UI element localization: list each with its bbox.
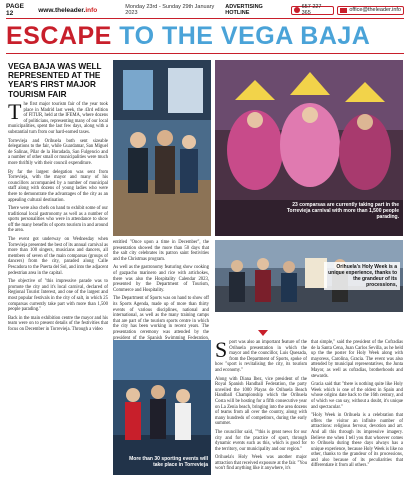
section-title-word1: ESCAPE xyxy=(6,21,112,50)
section-masthead xyxy=(6,18,404,54)
section-title xyxy=(6,22,370,51)
caption-carnival: 23 comparsas are currently taking part in the Torrevieja carnival with more than 1,500 people parading. xyxy=(286,202,399,220)
paragraph: The Department of Sports was on hand to show off its Sports Agenda, made up of more than thirty events of various disciplines, national and international, as well as the many training camps that are part of the tourism sports centre in which the city has been working in recent years. The presentation ceremony was attended by the president of the Spanish Swimming Federation, xyxy=(113,296,209,341)
site-url-ext: info xyxy=(85,6,98,14)
caption-sports: More than 30 sporting events will take place in Torrevieja xyxy=(129,456,208,468)
paragraph: Gracia said that "there is nothing quite like Holy Week which is one of the oldest in Spain and whose origins date back to the 16th century, and of which we can say, without a doubt, it's unique and spectacular." xyxy=(311,382,403,410)
paragraph-text: he first major tourism fair of the year took place in Madrid last week, the 43rd edition of FITUR, held at the IFEMA, where dozens of politicians, representing many of our local municipalities, spent the last few days, along with a substantial turn from our hard-earned taxes. xyxy=(8,102,108,135)
photo-fair-stand-image xyxy=(113,60,211,236)
article-column-2 xyxy=(113,240,209,350)
paragraph: "Holy Week in Orihuela is a celebration that offers the visitor an infinite number of attractions: religious fervour, devotion and art. And all this through its impressive imagery. Believe me when I tell you that whoever comes to Orihuela during these days always has a unique experience, because Holy Week is like no other, thanks to the grandeur of its processions, and also because of its peculiarities that differentiate it from all others." xyxy=(311,413,403,469)
paragraph: entitled "Once upon a time in December", the presentation showed the more than 50 days that the salt city celebrates its patron saint festivities and the Christmas program. xyxy=(113,240,209,262)
paragraph: Along with Diana Ibez, vice president of the Royal Spanish Handball Federation, the party unveiled the 1000 Playas de Orihuela Beach Handball Championship which the Orihuela Costa will be hosting for a fifth consecutive year on La Zenia beach, bringing into the area dozens of teams from all over the country, along with many hundreds of competitors, during the early summer. xyxy=(215,376,307,427)
paragraph xyxy=(215,337,307,374)
drop-cap-s: S xyxy=(215,337,228,362)
photo-carnival xyxy=(215,60,403,236)
paragraph: By far the largest delegation was sent from Torrevieja, with the mayor and many of his councillors accompanied by a number of municipal staff along with dozens of young ladies who were there to demonstrate the advantages of the city as an appealing cultural destination. xyxy=(8,169,108,203)
paragraph: The event got underway on Wednesday when Torrevieja presented the best of its annual carnival as more than 100 singers, musicians and dancers, all members of seven of the main comparsas (groups of dancers) from the city, paraded along Calle Pescadora to the Puerta del Sol, and into the adjacent pedestrian area in the capital. xyxy=(8,237,108,276)
paragraph xyxy=(8,99,108,136)
paragraph-text: port was also an important feature of the Orihuela presentation in which the mayor and the councillor, Luis Quesada, from the Department of Sports, spoke of how "sport is revitalising the city, its tourism and economy." xyxy=(215,340,307,373)
article-column-4 xyxy=(311,340,403,472)
article-headline: VEGA BAJA WAS WELL REPRESENTED AT THE YEAR'S FIRST MAJOR TOURISM FAIR xyxy=(8,62,102,99)
photo-sports-image xyxy=(113,340,211,475)
photo-fair-stand xyxy=(113,60,211,236)
email-badge[interactable] xyxy=(337,6,404,15)
paragraph: Back in the main exhibition centre the mayor and his team were on to present details of the festivities that focus on December in Torrevieja. Through a video xyxy=(8,315,108,332)
paragraph: The councillor said, ""this is great news for our city and for the practice of sport, through dynamic events such as this, which is good for the territory, our municipality and our region." xyxy=(215,429,307,452)
section-title-word2: TO THE VEGA BAJA xyxy=(119,21,371,50)
mail-icon xyxy=(340,8,347,13)
photo-holy-week xyxy=(215,240,403,312)
page-number: PAGE 12 xyxy=(6,3,24,17)
caption-holy-week: Orihuela's Holy Week is a unique experience, thanks to the grandeur of its processions, xyxy=(324,262,400,290)
drop-cap: T xyxy=(8,99,22,124)
article-column-3 xyxy=(215,337,307,475)
phone-number: 657 227 365 xyxy=(301,4,322,16)
caption-pointer-arrow xyxy=(258,330,268,336)
paragraph: There were also chefs on hand to exhibit some of our traditional local gastronomy as well as a number of sports personalities who were in attendance to show off the many benefits of sports tourism in and around the area. xyxy=(8,206,108,234)
paragraph: Torrevieja and Orihuela both sent sizeable delegations to the fair, while Guardamar, San Miguel de Salinas, Pilar de la Horadada, San Fulgencio and a number of other small or municipalities were much more thriftily with their council expenditure. xyxy=(8,138,108,166)
email-address: office@theleader.info xyxy=(349,7,401,13)
paragraph: As well as the gastronomy featuring show cooking of gazpacho marinero and rice with artichokes, there was also the Hospitality Calendar 2023, presented by the Department of Tourism, Commerce and Hospitality. xyxy=(113,265,209,293)
page-header xyxy=(6,3,404,17)
paragraph: The objective of "this impressive parade was to promote the city and it's local carnival, declared of Regional Tourist Interest, and one of the largest and most popular festivals in the city of salt, in which 25 comparsas currently take part with more than 1,500 people parading." xyxy=(8,279,108,313)
paragraph: that simple," said the president of the Cofradías de la Santa Cena, Juan Carlos Sevilla, as he held up the the poster for Holy Week along with mayoress, Carolina, Gracia. The event was also attended by municipal representatives, the Junta Mayor, as well as cofradías, brotherhoods and stewards. xyxy=(311,340,403,379)
site-url[interactable] xyxy=(38,7,97,14)
issue-date: Monday 23rd - Sunday 29th January 2023 xyxy=(125,4,215,16)
article-column-1 xyxy=(8,99,108,336)
paragraph: Orihuela's Holy Week was another major attraction that received exposure at the fair. "You won't find anything like it anywhere, it's xyxy=(215,455,307,472)
photo-sports xyxy=(113,340,211,475)
phone-badge[interactable] xyxy=(291,6,335,15)
phone-icon xyxy=(294,7,300,13)
site-url-main: www.theleader. xyxy=(38,6,86,14)
hotline-label: ADVERTISING HOTLINE xyxy=(225,4,263,16)
